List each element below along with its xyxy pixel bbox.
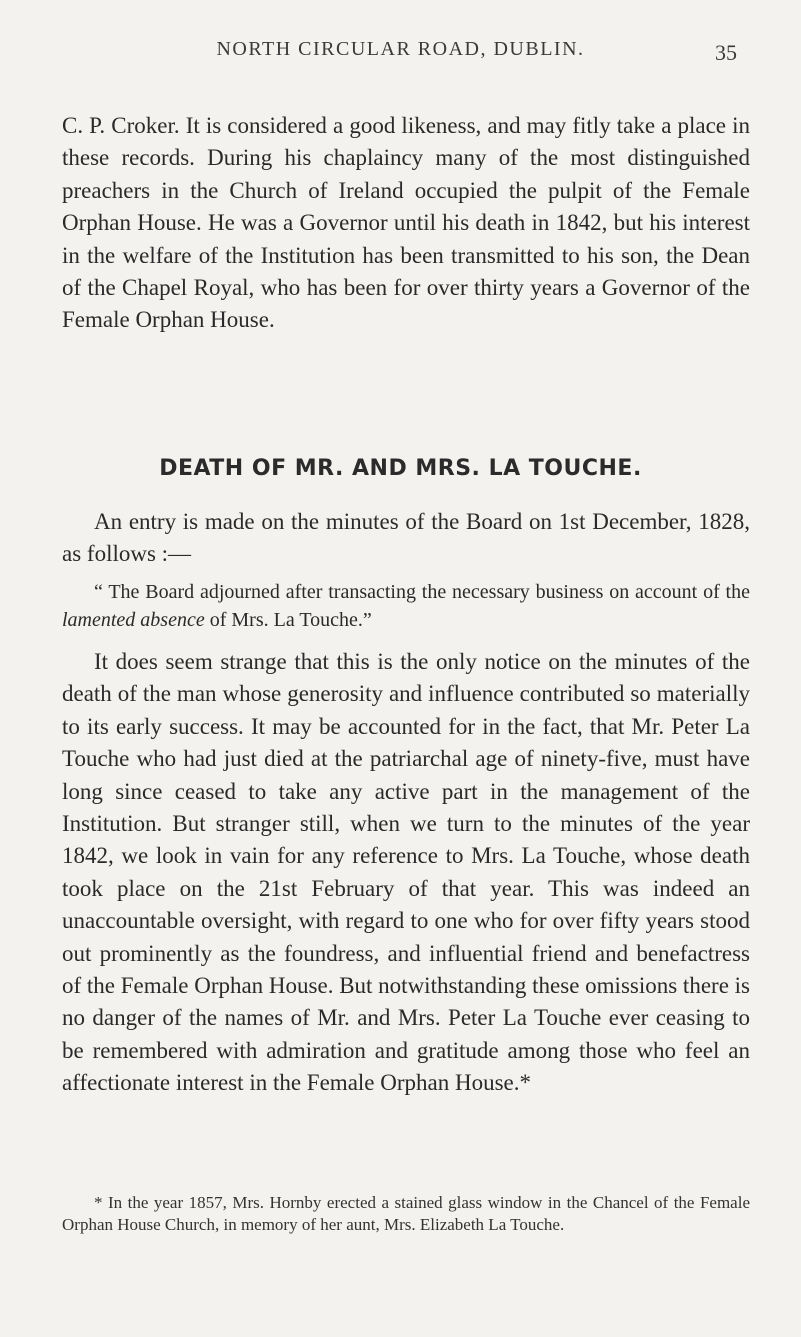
quote-italic-phrase: lamented absence [62, 609, 205, 631]
minutes-quotation [62, 578, 750, 634]
footnote: * In the year 1857, Mrs. Hornby erected a stained glass window in the Chancel of the Female Orphan House Church, in memory of her aunt, Mrs. Elizabeth La Touche. [62, 1193, 750, 1234]
quote-text-end: of Mrs. La Touche.” [204, 609, 372, 631]
quote-text-start: “ The Board adjourned after transacting the necessary business on account of the [94, 581, 750, 603]
section-heading: DEATH OF MR. AND MRS. LA TOUCHE. [159, 456, 642, 481]
paragraph-minutes-entry: An entry is made on the minutes of the Board on 1st December, 1828, as follows :— [62, 509, 750, 567]
page-number: 35 [715, 40, 737, 65]
paragraph-croker: C. P. Croker. It is considered a good likeness, and may fitly take a place in these records. During his chaplaincy many of the most distinguished preachers in the Church of Ireland occupied the pulpit of the Female Orphan House. He was a Governor until his death in 1842, but his interest in the welfare of the Institution has been transmitted to his son, the Dean of the Chapel Royal, who has been for over thirty years a Governor of the Female Orphan House. [62, 113, 750, 333]
paragraph-la-touche: It does seem strange that this is the only notice on the minutes of the death of the man whose generosity and influence contributed so materially to its early success. It may be accounted for in the fact, that Mr. Peter La Touche who had just died at the patriarchal age of ninety-five, must have long since ceased to take any active part in the management of the Institution. But stranger still, when we turn to the minutes of the year 1842, we look in vain for any reference to Mrs. La Touche, whose death took place on the 21st February of that year. This was indeed an unaccountable oversight, with regard to one who for over fifty years stood out prominently as the foundress, and influential friend and benefactress of the Female Orphan House. But notwithstanding these omissions there is no danger of the names of Mr. and Mrs. Peter La Touche ever ceasing to be remembered with admiration and gratitude among those who feel an affectionate interest in the Female Orphan House.* [62, 649, 750, 1096]
running-head: NORTH CIRCULAR ROAD, DUBLIN. [216, 38, 585, 60]
